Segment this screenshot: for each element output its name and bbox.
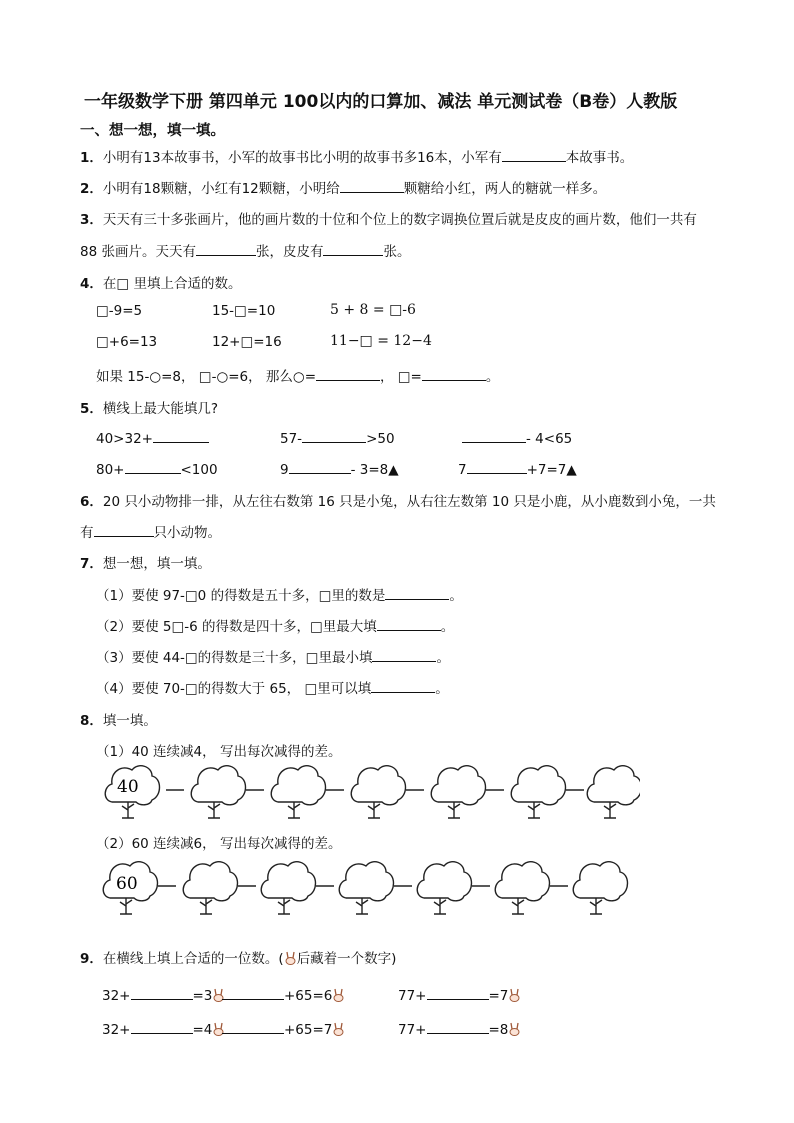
equation: □+6=13: [96, 334, 158, 350]
question-text: 想一想，填一填。: [102, 556, 211, 572]
equation: [280, 459, 399, 478]
answer-blank[interactable]: [131, 1019, 193, 1034]
expr-text: - 3=8▲: [350, 462, 399, 478]
expr-text: 7: [458, 462, 467, 478]
question-text: 88 张画片。天天有: [80, 244, 196, 260]
expr-text: 9: [280, 462, 289, 478]
question-text: 填一填。: [102, 713, 157, 729]
question-text: 横线上最大能填几?: [102, 401, 219, 417]
answer-blank[interactable]: [94, 522, 154, 537]
rabbit-icon: [508, 1022, 521, 1036]
tree-answer[interactable]: [587, 766, 640, 818]
question-text: 20 只小动物排一排，从左往右数第 16 只是小兔，从右往左数第 10 只是小鹿，从小鹿数到小兔，一共: [102, 494, 716, 510]
expr-text: - 4<65: [526, 431, 573, 447]
tree-answer[interactable]: [261, 862, 315, 914]
tree-answer[interactable]: [351, 766, 405, 818]
question-text: 如果 15-○=8， □-○=6， 那么○=: [96, 369, 317, 385]
rabbit-icon: [332, 988, 345, 1002]
question-text: 小明有13本故事书，小军的故事书比小明的故事书多16本，小军有: [102, 150, 502, 166]
question-text: ， □=: [380, 369, 422, 385]
sub-question: （2）60 连续减6， 写出每次减得的差。: [96, 836, 342, 852]
puzzle-equation: [222, 1019, 345, 1038]
tree-chain: [100, 762, 640, 824]
question-4: [80, 272, 241, 292]
equation: [458, 459, 577, 478]
tree-answer[interactable]: [271, 766, 325, 818]
inequality: [96, 459, 218, 478]
question-7: [80, 552, 211, 572]
expr-text: 77+: [398, 988, 427, 1004]
question-text: 只小动物。: [153, 525, 221, 541]
puzzle-equation: [398, 985, 521, 1004]
sub-question: [96, 646, 450, 666]
inequality: [280, 428, 395, 447]
question-6: [80, 490, 716, 510]
question-9: [80, 947, 396, 967]
question-text: 颗糖给小红，两人的糖就一样多。: [403, 181, 607, 197]
question-text: 。: [485, 369, 500, 385]
page-title: 一年级数学下册 第四单元 100以内的口算加、减法 单元测试卷（B卷）人教版: [84, 92, 678, 112]
question-2: [80, 177, 606, 197]
answer-blank[interactable]: [340, 178, 404, 193]
tree-chain: [100, 856, 660, 922]
answer-blank[interactable]: [427, 985, 489, 1000]
question-8: [80, 709, 157, 729]
equation: 5 + 8 = □-6: [330, 302, 416, 318]
answer-blank[interactable]: [502, 147, 566, 162]
section-heading: 一、想一想，填一填。: [80, 123, 225, 139]
tree-answer[interactable]: [417, 862, 471, 914]
answer-blank[interactable]: [302, 428, 366, 443]
expr-text: <100: [180, 462, 218, 478]
sub-question: [96, 677, 449, 697]
tree-answer[interactable]: [431, 766, 485, 818]
answer-blank[interactable]: [125, 459, 181, 474]
rabbit-icon: [332, 1022, 345, 1036]
question-1: [80, 146, 633, 166]
sub-question: [96, 584, 463, 604]
expr-text: 40>32+: [96, 431, 153, 447]
question-number: 4．: [80, 276, 103, 292]
question-number: 6．: [80, 494, 103, 510]
tree-answer[interactable]: [183, 862, 237, 914]
answer-blank[interactable]: [131, 985, 193, 1000]
question-text: 。: [435, 681, 449, 697]
question-number: 9．: [80, 951, 103, 967]
expr-text: 77+: [398, 1022, 427, 1038]
answer-blank[interactable]: [427, 1019, 489, 1034]
sub-question: [96, 615, 454, 635]
expr-text: +65=7: [284, 1022, 333, 1038]
tree-answer[interactable]: [511, 766, 565, 818]
question-text: （2）要使 5□-6 的得数是四十多，□里最大填: [96, 619, 377, 635]
expr-text: +65=6: [284, 988, 333, 1004]
rabbit-icon: [284, 951, 297, 965]
question-text: （3）要使 44-□的得数是三十多，□里最小填: [96, 650, 373, 666]
answer-blank[interactable]: [222, 1019, 284, 1034]
equation: 15-□=10: [212, 303, 276, 319]
inequality: [462, 428, 572, 447]
expr-text: 80+: [96, 462, 125, 478]
question-number: 7．: [80, 556, 103, 572]
inequality: [96, 428, 209, 447]
question-text: 张，皮皮有: [255, 244, 324, 260]
question-3-line-2: [80, 240, 410, 260]
puzzle-equation: [102, 1019, 225, 1038]
question-text: 在横线上填上合适的一位数。(: [102, 951, 284, 967]
answer-blank[interactable]: [467, 459, 527, 474]
start-number: 40: [117, 777, 139, 797]
tree-answer[interactable]: [191, 766, 245, 818]
answer-blank[interactable]: [153, 428, 209, 443]
question-text: 后藏着一个数字): [296, 951, 397, 967]
expr-text: 32+: [102, 988, 131, 1004]
question-number: 3．: [80, 212, 103, 228]
question-number: 5．: [80, 401, 103, 417]
expr-text: =4: [192, 1022, 213, 1038]
question-number: 2．: [80, 181, 103, 197]
equation: □-9=5: [96, 303, 143, 319]
rabbit-icon: [508, 988, 521, 1002]
answer-blank[interactable]: [289, 459, 351, 474]
equation: 12+□=16: [212, 334, 282, 350]
question-text: （1）要使 97-□0 的得数是五十多，□里的数是: [96, 588, 386, 604]
answer-blank[interactable]: [316, 366, 380, 381]
question-text: 张。: [383, 244, 411, 260]
question-4-line-3: [96, 365, 499, 385]
expr-text: =7: [488, 988, 509, 1004]
question-6-line-2: [80, 521, 221, 541]
question-number: 1．: [80, 150, 103, 166]
tree-start: [103, 862, 157, 914]
question-text: 。: [436, 650, 450, 666]
question-text: 在□ 里填上合适的数。: [102, 276, 242, 292]
question-text: 小明有18颗糖，小红有12颗糖，小明给: [102, 181, 340, 197]
expr-text: =3: [192, 988, 213, 1004]
tree-answer[interactable]: [339, 862, 393, 914]
answer-blank[interactable]: [462, 428, 526, 443]
answer-blank[interactable]: [371, 678, 435, 693]
puzzle-equation: [398, 1019, 521, 1038]
question-text: 有: [80, 525, 94, 541]
puzzle-equation: [102, 985, 225, 1004]
answer-blank[interactable]: [323, 241, 383, 256]
expr-text: 57-: [280, 431, 303, 447]
equation: 11−□ = 12−4: [330, 333, 432, 349]
question-text: 。: [440, 619, 455, 635]
sub-question: （1）40 连续减4， 写出每次减得的差。: [96, 744, 342, 760]
question-text: 天天有三十多张画片，他的画片数的十位和个位上的数字调换位置后就是皮皮的画片数，他们一共有: [102, 212, 697, 228]
question-number: 8．: [80, 713, 103, 729]
answer-blank[interactable]: [222, 985, 284, 1000]
tree-start: [105, 766, 159, 818]
expr-text: +7=7▲: [526, 462, 577, 478]
question-text: （4）要使 70-□的得数大于 65， □里可以填: [96, 681, 372, 697]
puzzle-equation: [222, 985, 345, 1004]
expr-text: =8: [488, 1022, 509, 1038]
question-3: [80, 208, 697, 228]
tree-answer[interactable]: [573, 862, 627, 914]
answer-blank[interactable]: [377, 616, 441, 631]
answer-blank[interactable]: [385, 585, 449, 600]
question-text: 。: [449, 588, 463, 604]
answer-blank[interactable]: [196, 241, 256, 256]
question-5: [80, 397, 218, 417]
expr-text: >50: [366, 431, 395, 447]
answer-blank[interactable]: [422, 366, 486, 381]
answer-blank[interactable]: [372, 647, 436, 662]
tree-answer[interactable]: [495, 862, 549, 914]
expr-text: 32+: [102, 1022, 131, 1038]
question-text: 本故事书。: [565, 150, 634, 166]
start-number: 60: [116, 874, 138, 894]
